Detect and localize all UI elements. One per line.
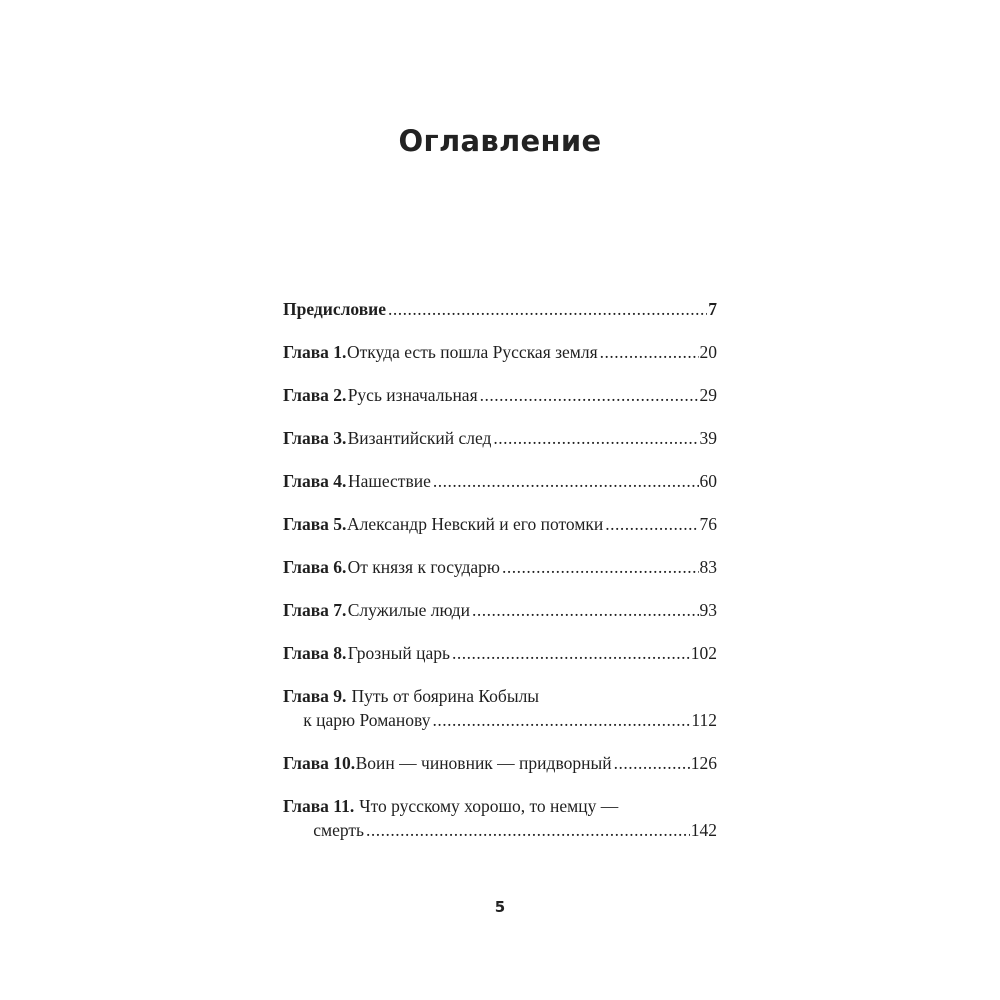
toc-entry-chapter-10[interactable] [283, 751, 717, 775]
toc-entry-chapter-1[interactable] [283, 340, 717, 364]
toc-entry-chapter-5[interactable] [283, 512, 717, 536]
toc-entry-title: Откуда есть пошла Русская земля [347, 342, 598, 362]
toc-entry-title: Грозный царь [347, 643, 450, 663]
toc-entry-label: Глава 6. [283, 557, 347, 577]
toc-entry-page: 76 [699, 514, 717, 534]
toc-entry-title-line2: к царю Романову [303, 710, 431, 730]
toc-entry-title: Русь изначальная [347, 385, 478, 405]
toc-entry-chapter-2[interactable] [283, 383, 717, 407]
toc-entry-title: Нашествие [347, 471, 431, 491]
toc-entry-title: Александр Невский и его потомки [346, 514, 604, 534]
toc-entry-page: 20 [699, 342, 717, 362]
toc-entry-page: 83 [699, 557, 717, 577]
toc-entry-title: Византийский след [347, 428, 492, 448]
toc-entry-preface[interactable] [283, 297, 717, 321]
toc-entry-label: Глава 5. [283, 514, 347, 534]
dot-leader [388, 297, 707, 321]
toc-entry-label: Глава 10. [283, 753, 356, 773]
toc-entry-page: 142 [690, 820, 717, 840]
toc-entry-page: 112 [691, 710, 717, 730]
page-title: Оглавление [398, 124, 602, 158]
toc-entry-page: 126 [690, 753, 717, 773]
toc-entry-label: Глава 2. [283, 385, 347, 405]
toc-entry-page: 29 [699, 385, 717, 405]
toc-entry-page: 39 [699, 428, 717, 448]
toc-entry-chapter-8[interactable] [283, 641, 717, 665]
dot-leader [472, 598, 699, 622]
toc-entry-label: Глава 3. [283, 428, 347, 448]
toc-entry-label: Глава 8. [283, 643, 347, 663]
table-of-contents [283, 297, 717, 840]
dot-leader [432, 708, 690, 732]
toc-entry-title-line1: Что русскому хорошо, то немцу — [359, 796, 619, 816]
toc-entry-chapter-3[interactable] [283, 426, 717, 450]
dot-leader [605, 512, 698, 536]
toc-entry-label: Глава 7. [283, 600, 347, 620]
toc-entry-title-line1: Путь от боярина Кобылы [351, 686, 540, 706]
toc-entry-label: Глава 4. [283, 471, 347, 491]
dot-leader [502, 555, 699, 579]
toc-entry-chapter-11[interactable] [283, 794, 717, 842]
toc-entry-chapter-4[interactable] [283, 469, 717, 493]
dot-leader [366, 818, 690, 842]
toc-entry-title: Служилые люди [347, 600, 470, 620]
dot-leader [452, 641, 690, 665]
dot-leader [493, 426, 698, 450]
toc-entry-title: От князя к государю [347, 557, 500, 577]
toc-entry-label: Предисловие [283, 299, 387, 319]
dot-leader [600, 340, 699, 364]
toc-entry-page: 7 [708, 299, 717, 319]
toc-entry-label: Глава 1. [283, 342, 347, 362]
toc-entry-label: Глава 11. [283, 796, 355, 816]
dot-leader [614, 751, 690, 775]
dot-leader [433, 469, 699, 493]
toc-entry-title: Воин — чиновник — придворный [355, 753, 612, 773]
dot-leader [480, 383, 699, 407]
page-number: 5 [494, 898, 506, 916]
toc-entry-chapter-6[interactable] [283, 555, 717, 579]
toc-entry-page: 93 [699, 600, 717, 620]
toc-entry-page: 102 [690, 643, 717, 663]
toc-entry-chapter-7[interactable] [283, 598, 717, 622]
toc-entry-page: 60 [699, 471, 717, 491]
toc-entry-label: Глава 9. [283, 686, 347, 706]
toc-entry-title-line2: смерть [313, 820, 365, 840]
toc-entry-chapter-9[interactable] [283, 684, 717, 732]
